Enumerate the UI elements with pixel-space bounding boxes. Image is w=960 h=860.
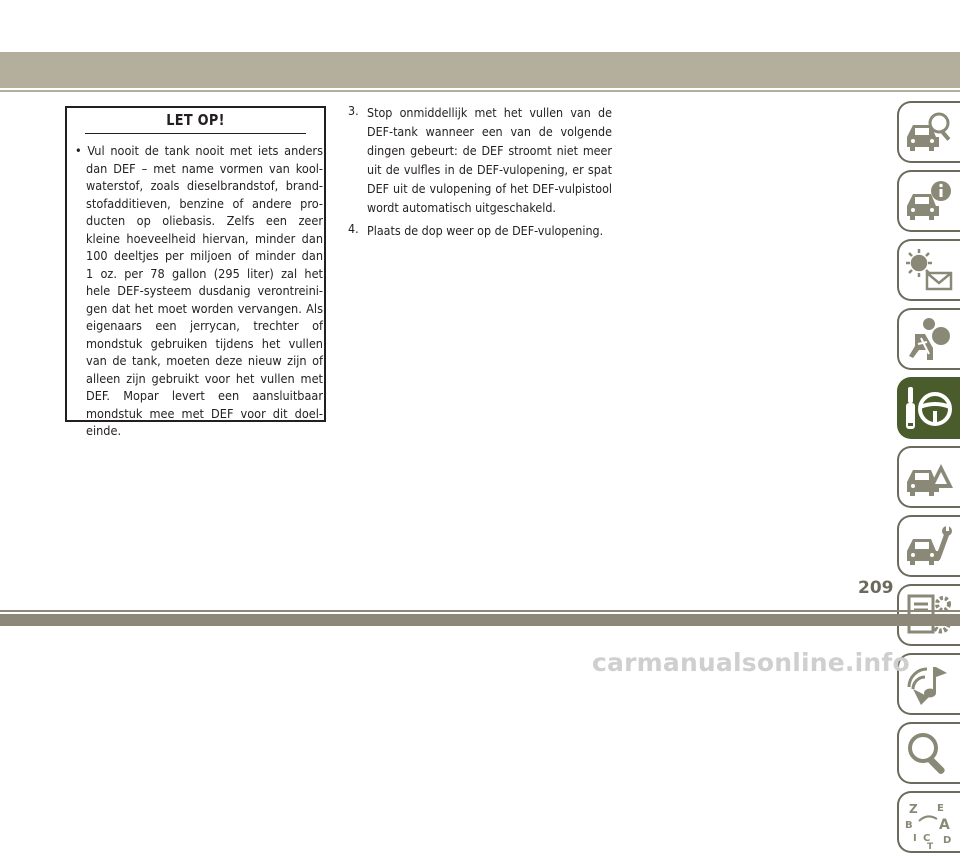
- step-3: [344, 103, 612, 217]
- tab-safety[interactable]: [897, 308, 960, 370]
- step-number: 3.: [348, 103, 359, 118]
- warning-line: dan DEF – met name vormen van kool-: [86, 160, 323, 176]
- footer-rule: [0, 610, 960, 612]
- warning-title: LET OP!: [85, 108, 306, 134]
- warning-line: 100 deeltjes per miljoen of minder dan: [86, 248, 323, 263]
- warning-line: alleen zijn gebruikt voor het vullen met: [86, 370, 323, 386]
- warning-line: eigenaars een jerrycan, trechter of: [86, 318, 323, 333]
- warning-line: kleine hoeveelheid hiervan, minder dan: [86, 230, 323, 246]
- car-wrench-icon: [903, 521, 955, 573]
- car-info-icon: [903, 176, 955, 228]
- instruction-steps: [344, 103, 612, 240]
- car-warning-triangle-icon: [903, 452, 955, 504]
- tab-starting-and-operating[interactable]: [897, 377, 960, 439]
- index-letter: A: [939, 817, 950, 833]
- search-index-icon: [903, 728, 955, 780]
- warning-line: einde.: [86, 423, 122, 438]
- warning-line: gen dat het moet worden vervangen. Als: [86, 300, 323, 316]
- header-band: [0, 52, 960, 88]
- warning-line: mondstuk gebruiken tijdens het vullen: [86, 335, 323, 351]
- step-number: 4.: [348, 221, 359, 236]
- tab-customer-assistance[interactable]: [897, 722, 960, 784]
- page-number: 209: [858, 578, 894, 598]
- warning-line: hele DEF-systeem dusdanig verontreini-: [86, 283, 323, 298]
- index-letter: Z: [909, 802, 918, 816]
- step-4: [344, 221, 612, 240]
- warning-line: • Vul nooit de tank nooit met iets anders: [75, 143, 323, 158]
- warning-line: ducten op oliebasis. Zelfs een zeer: [86, 213, 323, 228]
- tab-in-case-of-emergency[interactable]: [897, 446, 960, 508]
- step-line: Plaats de dop weer op de DEF-vulopening.: [367, 223, 604, 238]
- warning-line: stofadditieven, benzine of andere pro-: [86, 195, 323, 211]
- warning-line: van de tank, moeten deze nieuw zijn of: [86, 353, 323, 368]
- tab-introduction[interactable]: [897, 101, 960, 163]
- chapter-tabs: [897, 101, 960, 860]
- index-letter: T: [927, 842, 934, 849]
- multimedia-music-icon: [903, 659, 955, 711]
- warning-line: waterstof, zoals dieselbrandstof, brand-: [86, 178, 323, 193]
- warning-line: 1 oz. per 78 gallon (295 liter) zal het: [86, 265, 323, 281]
- warning-lights-message-icon: [903, 245, 955, 297]
- warning-line: mondstuk mee met DEF voor dit doel-: [86, 405, 323, 421]
- steering-wheel-key-icon: [903, 383, 955, 435]
- language-alphabet-icon: [903, 797, 955, 849]
- tab-index[interactable]: [897, 791, 960, 853]
- index-letter: C: [923, 833, 931, 844]
- step-line: Stop onmiddellijk met het vullen van de: [367, 105, 612, 120]
- car-magnifier-icon: [903, 107, 955, 159]
- airbag-seat-icon: [903, 314, 955, 366]
- index-letter: E: [937, 803, 944, 814]
- watermark: carmanualsonline.info: [592, 648, 910, 677]
- step-line: wordt automatisch uitgeschakeld.: [367, 200, 556, 215]
- step-line: dingen gebeurt: de DEF stroomt niet meer: [367, 143, 612, 158]
- footer-band: [0, 614, 960, 626]
- step-line: uit de vulfles in de DEF-vulopening, er spat: [367, 162, 612, 177]
- tab-servicing-and-maintenance[interactable]: [897, 515, 960, 577]
- step-line: DEF uit de vulopening of het DEF-vulpistool: [367, 181, 612, 196]
- warning-body: [75, 142, 323, 440]
- warning-box: [65, 106, 326, 438]
- index-letter: B: [905, 820, 913, 831]
- tab-getting-to-know-vehicle[interactable]: [897, 170, 960, 232]
- warning-line: DEF. Mopar levert een aansluitbaar: [86, 388, 323, 403]
- index-letter: I: [913, 833, 917, 844]
- step-line: DEF-tank wanneer een van de volgende: [367, 124, 612, 139]
- index-letter: D: [943, 835, 952, 846]
- header-rule: [0, 90, 960, 92]
- tab-instrument-panel[interactable]: [897, 239, 960, 301]
